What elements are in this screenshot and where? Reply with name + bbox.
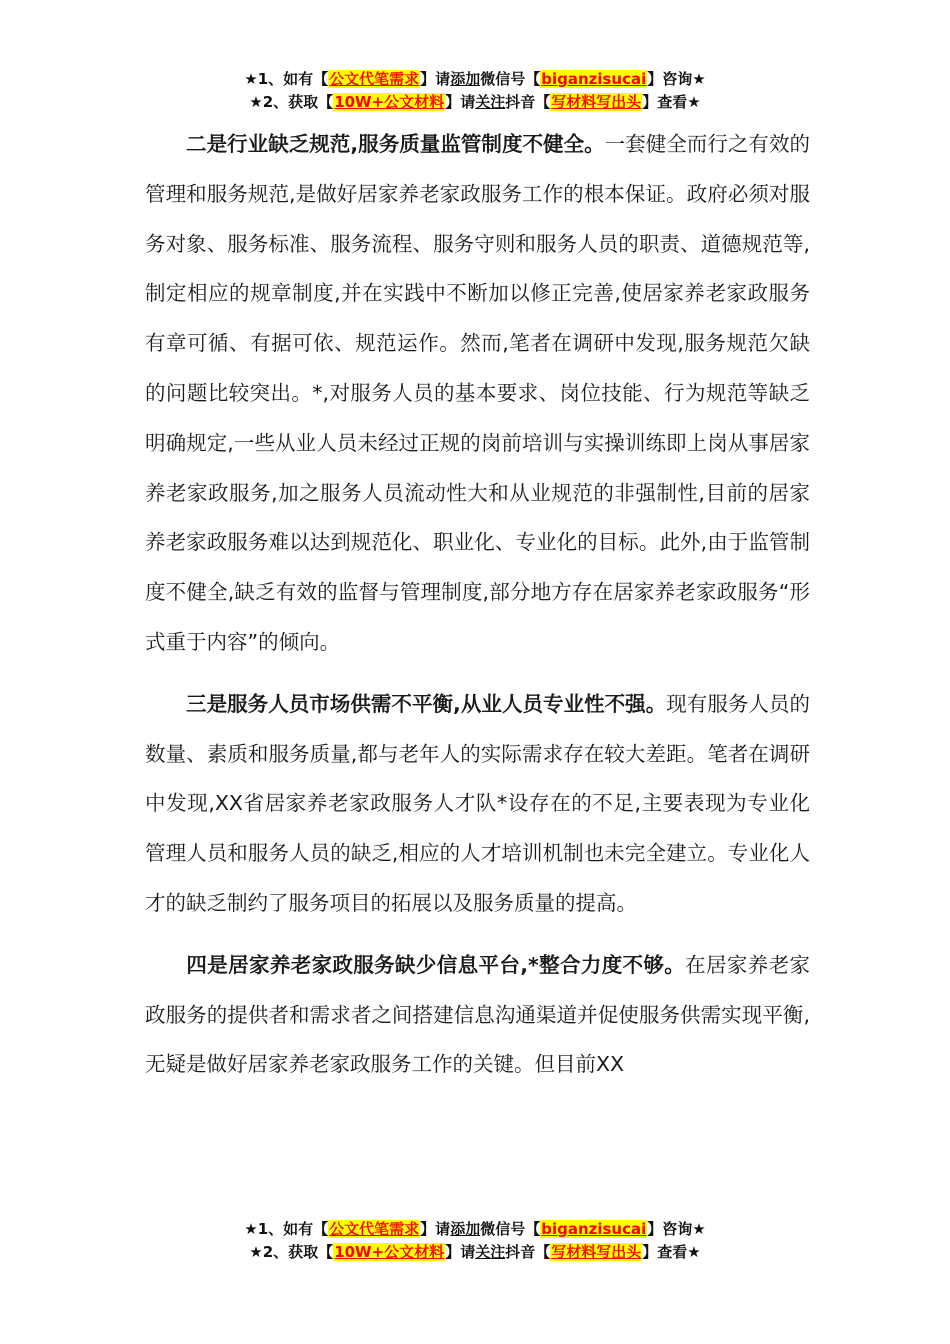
banner-text: 】咨询★ (647, 70, 706, 88)
paragraph-lead: 二是行业缺乏规范,服务质量监管制度不健全。 (186, 132, 605, 156)
banner-text: 微信号【 (480, 1220, 541, 1238)
banner-text: 】请 (420, 70, 451, 88)
banner-highlight: biganzisucai (541, 70, 647, 88)
paragraph-text: 现有服务人员的数量、素质和服务质量,都与老年人的实际需求存在较大差距。笔者在调研中发现,XX省居家养老家政服务人才队*设存在的不足,主要表现为专业化管理人员和服务人员的缺乏,相应的人才培训机制也未完全建立。专业化人才的缺乏制约了服务项目的拓展以及服务质量的提高。 (145, 691, 810, 915)
banner-text: ★2、获取【 (249, 93, 334, 111)
bottom-banner (0, 1218, 950, 1264)
banner-text: 】咨询★ (647, 1220, 706, 1238)
banner-text: ★1、如有【 (244, 70, 329, 88)
banner-text: 微信号【 (480, 70, 541, 88)
paragraph-lead: 四是居家养老家政服务缺少信息平台,*整合力度不够。 (186, 952, 686, 977)
banner-text: 】请 (420, 1220, 451, 1238)
banner-text: 抖音【 (505, 93, 551, 111)
paragraph-text: 一套健全而行之有效的管理和服务规范,是做好居家养老家政服务工作的根本保证。政府必须对服务对象、服务标准、服务流程、服务守则和服务人员的职责、道德规范等,制定相应的规章制度,并在实践中不断加以修正完善,使居家养老家政服务有章可循、有据可依、规范运作。然而,笔者在调研中发现,服务规范欠缺的问题比较突出。*,对服务人员的基本要求、岗位技能、行为规范等缺乏明确规定,一些从业人员未经过正规的岗前培训与实操训练即上岗从事居家养老家政服务,加之服务人员流动性大和从业规范的非强制性,目前的居家养老家政服务难以达到规范化、职业化、专业化的目标。此外,由于监管制度不健全,缺乏有效的监督与管理制度,部分地方存在居家养老家政服务“形式重于内容”的倾向。 (145, 132, 810, 654)
banner-text: 抖音【 (505, 1243, 551, 1261)
banner-underline: 添加 (450, 1220, 481, 1238)
paragraph-3 (145, 680, 810, 929)
top-banner (0, 68, 950, 114)
banner-highlight: 10W+公文材料 (334, 1243, 445, 1261)
banner-underline: 关注 (475, 1243, 506, 1261)
banner-underline: 添加 (450, 70, 481, 88)
banner-underline: 关注 (475, 93, 506, 111)
banner-text: 】请 (445, 93, 476, 111)
banner-highlight: 公文代笔需求 (329, 70, 420, 88)
banner-highlight: 写材料写出头 (551, 93, 642, 111)
banner-highlight: biganzisucai (541, 1220, 647, 1238)
banner-text: ★2、获取【 (249, 1243, 334, 1261)
banner-text: 】查看★ (642, 1243, 701, 1261)
paragraph-lead: 三是服务人员市场供需不平衡,从业人员专业性不强。 (186, 691, 667, 716)
document-body (145, 120, 810, 1090)
banner-line-2 (0, 1241, 950, 1264)
banner-line-1 (0, 1218, 950, 1241)
banner-text: ★1、如有【 (244, 1220, 329, 1238)
banner-line-1 (0, 68, 950, 91)
paragraph-4 (145, 941, 810, 1090)
banner-line-2 (0, 91, 950, 114)
paragraph-2 (145, 120, 810, 668)
banner-text: 】请 (445, 1243, 476, 1261)
paragraph-text: 在居家养老家政服务的提供者和需求者之间搭建信息沟通渠道并促使服务供需实现平衡,无疑是做好居家养老家政服务工作的关键。但目前XX (145, 952, 811, 1077)
banner-highlight: 10W+公文材料 (334, 93, 445, 111)
banner-text: 】查看★ (642, 93, 701, 111)
banner-highlight: 写材料写出头 (551, 1243, 642, 1261)
banner-highlight: 公文代笔需求 (329, 1220, 420, 1238)
